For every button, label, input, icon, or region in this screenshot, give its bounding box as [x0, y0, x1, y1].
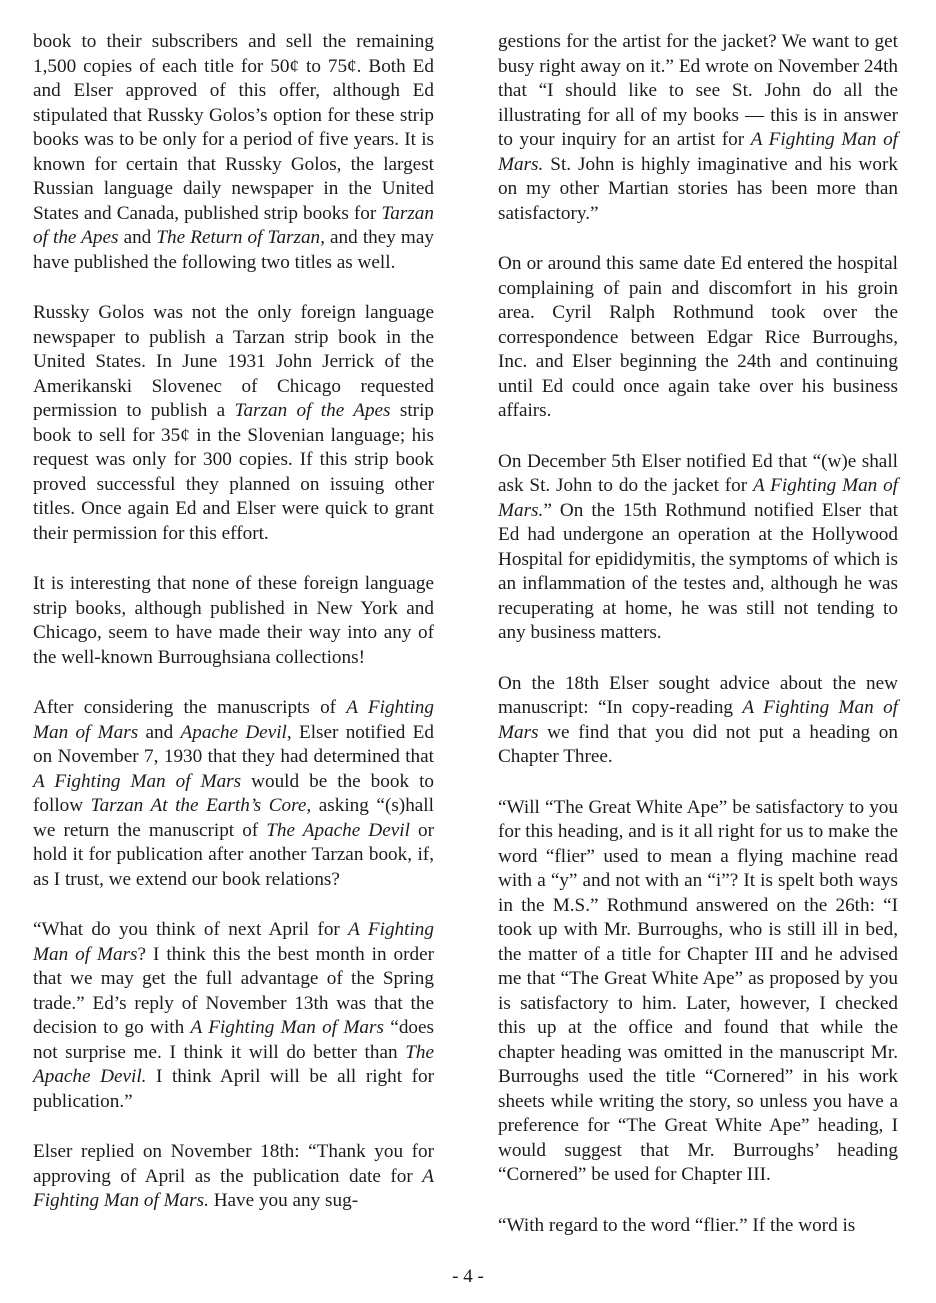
paragraph — [33, 30, 434, 275]
paragraph — [498, 450, 898, 646]
italic-title: A Fighting Man of Mars — [33, 919, 434, 965]
text-run: Elser notified Ed on November 7, 1930 that they had determined that — [33, 721, 434, 767]
italic-title: The Apache Devil. — [33, 1041, 434, 1087]
right-column — [498, 30, 898, 1238]
italic-title: Tarzan of the Apes — [234, 400, 391, 421]
italic-title: A Fighting Man of Mars. — [33, 1165, 434, 1211]
paragraph — [33, 572, 434, 670]
italic-title: The Apache Devil — [266, 819, 410, 841]
text-run: “With regard to the word “flier.” If the word is — [498, 1214, 856, 1236]
text-run: Have you any sug- — [208, 1190, 359, 1211]
text-run: On the 18th Elser sought advice about the new manuscript: “In copy-reading — [498, 672, 898, 718]
italic-title: A Fighting Man of Mars — [33, 697, 434, 743]
paragraph — [498, 30, 898, 226]
text-run: On or around this same date Ed entered the hospital complaining of pain and discomfort in his groin area. Cyril Ralph Rothmund took over the correspondence between Edgar Rice Burroughs, Inc. and Elser beginning the 24th and continuing until Ed could once again take over his business affairs. — [498, 253, 898, 421]
text-run: “does not surprise me. I think it will do better than — [33, 1017, 434, 1063]
text-run: asking “(s)hall we return the manuscript of — [33, 795, 434, 841]
italic-title: Tarzan of the Apes — [33, 202, 434, 248]
text-run: gestions for the artist for the jacket? We want to get busy right away on it.” Ed wrote on November 24th that “I should like to see St. John do all the illustrating for all of my books — this is in answer to your inquiry for an artist for — [498, 31, 898, 150]
paragraph — [33, 696, 434, 892]
text-run: On December 5th Elser notified Ed that “(w)e shall ask St. John to do the jacket for — [498, 450, 898, 496]
text-run: we find that you did not put a heading on Chapter Three. — [498, 721, 898, 767]
page-number: - 4 - — [452, 1266, 484, 1287]
paragraph — [33, 301, 434, 546]
text-run: ? I think this the best month in order that we may get the full advantage of the Spring trade.” Ed’s reply of November 13th was that the decision to go with — [33, 943, 434, 1038]
paragraph — [498, 1214, 898, 1239]
italic-title: Tarzan At the Earth’s Core, — [90, 795, 312, 816]
text-run: strip book to sell for 35¢ in the Slovenian language; his request was only for 300 copies. If this strip book proved successful they planned on issuing other titles. Once again Ed and Elser were quick to grant their permission for this effort. — [33, 400, 434, 544]
text-run: or hold it for publication after another Tarzan book, if, as I trust, we extend our book relations? — [33, 819, 434, 890]
italic-title: A Fighting Man of Mars — [190, 1017, 384, 1038]
text-run: and — [118, 227, 157, 248]
text-run: “What do you think of next April for — [33, 919, 349, 940]
paragraph — [498, 252, 898, 424]
text-run: “Will “The Great White Ape” be satisfactory to you for this heading, and is it all right for us to make the word “flier” used to mean a flying machine read with a “y” and not with an “i”? It is spelt both ways in the M.S.” Rothmund answered on the 26th: “I took up with Mr. Burroughs, who is still ill in bed, the matter of a title for Chapter III and he advised me that “The Great White Ape” as proposed by you is satisfactory to him. Later, however, I checked this up at the office and found that while the chapter heading was omitted in the manuscript Mr. Burroughs used the title “Cornered” in his work sheets while writing the story, so unless you have a preference for “The Great White Ape” heading, I would suggest that Mr. Burroughs’ heading “Cornered” be used for Chapter III. — [498, 796, 898, 1185]
paragraph — [498, 796, 898, 1188]
paragraph — [33, 918, 434, 1114]
text-run: It is interesting that none of these foreign language strip books, although published in New York and Chicago, seem to have made their way into any of the well-known Burroughsiana collections! — [33, 573, 434, 668]
text-run: Elser replied on November 18th: “Thank you for approving of April as the publication date for — [33, 1141, 434, 1187]
text-run: book to their subscribers and sell the remaining 1,500 copies of each title for 50¢ to 75¢. Both Ed and Elser approved of this offer, although Ed stipulated that Russky Golos’s option for these strip books was to be only for a period of five years. It is known for certain that Russky Golos, the largest Russian language daily newspaper in the United States and Canada, published strip books for — [33, 31, 434, 224]
italic-title: Apache Devil, — [180, 721, 292, 743]
italic-title: A Fighting Man of Mars — [498, 697, 898, 743]
text-run: would be the book to follow — [33, 770, 434, 816]
text-run: After considering the manuscripts of — [33, 697, 347, 718]
text-run: and they may have published the following two titles as well. — [33, 227, 434, 273]
italic-title: A Fighting Man of Mars. — [498, 129, 898, 175]
text-run: and — [138, 721, 181, 743]
paragraph — [33, 1140, 434, 1214]
italic-title: A Fighting Man of Mars. — [498, 475, 899, 521]
text-run: Russky Golos was not the only foreign language newspaper to publish a Tarzan strip book in the United States. In June 1931 John Jerrick of the Amerikanski Slovenec of Chicago requested permission to publish a — [33, 302, 434, 421]
italic-title: A Fighting Man of Mars — [33, 770, 242, 792]
text-run: St. John is highly imaginative and his work on my other Martian stories has been more than satisfactory.” — [498, 153, 898, 224]
text-run: ” On the 15th Rothmund notified Elser that Ed had undergone an operation at the Hollywood Hospital for epididymitis, the symptoms of which is an inflammation of the testes and, although he was recuperating at home, he was still not tending to any business matters. — [498, 499, 898, 643]
paragraph — [498, 672, 898, 770]
left-column — [33, 30, 434, 1214]
text-run: I think April will be all right for publication.” — [33, 1066, 434, 1112]
italic-title: The Return of Tarzan, — [156, 227, 325, 248]
